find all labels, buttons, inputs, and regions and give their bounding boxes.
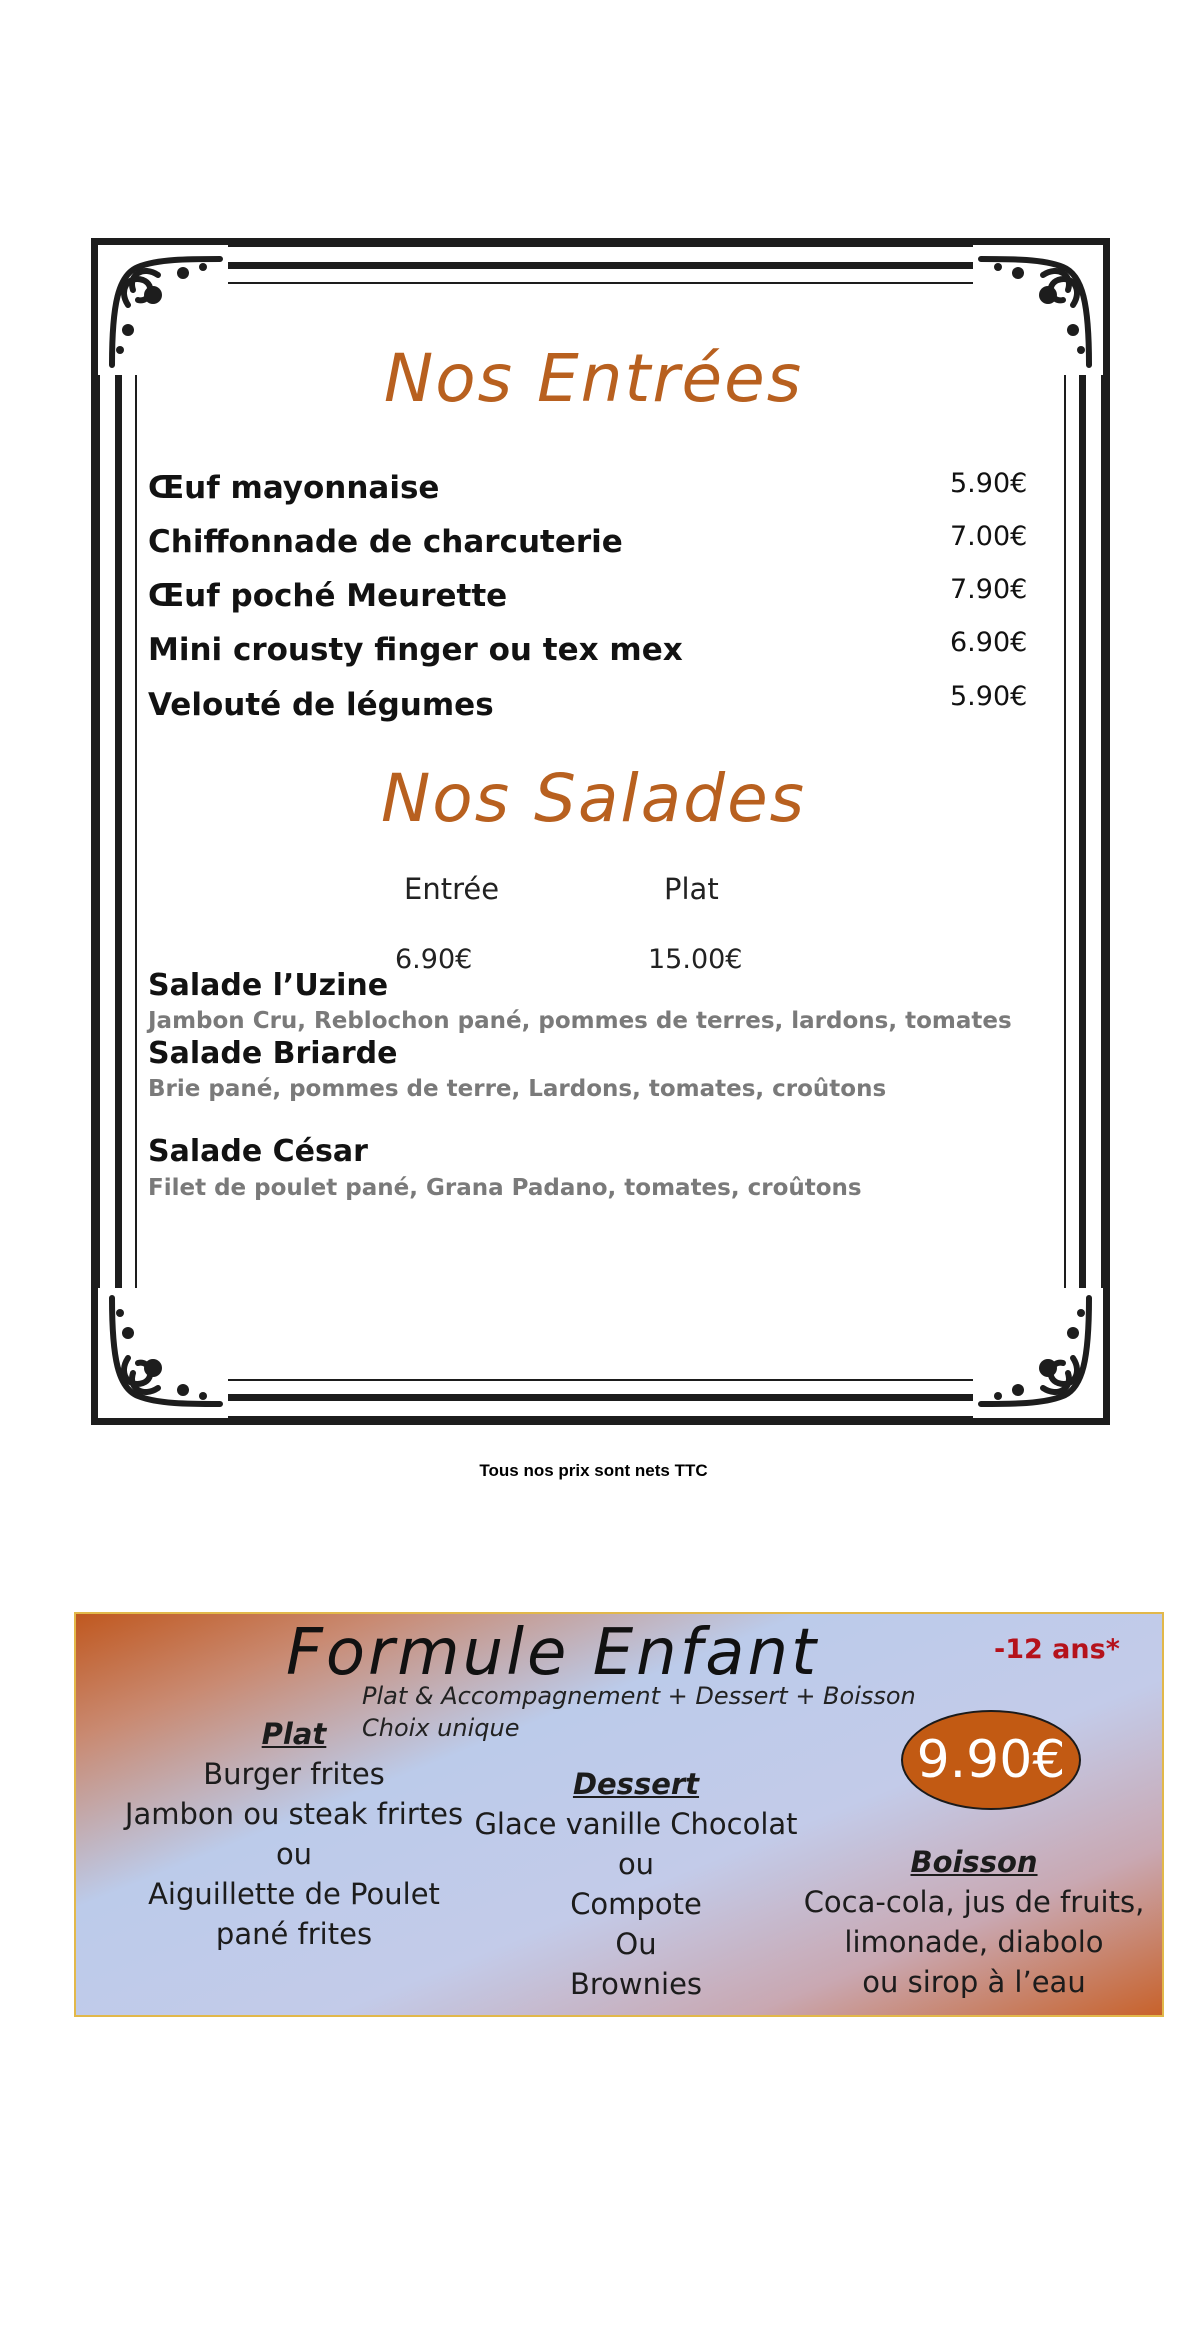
entree-name: Œuf poché Meurette bbox=[148, 578, 508, 614]
dessert-option: ou bbox=[617, 1847, 655, 1881]
price-note: Tous nos prix sont nets TTC bbox=[479, 1461, 708, 1480]
age-limit-label: -12 ans* bbox=[994, 1634, 1120, 1665]
column-header-plat: Plat bbox=[664, 872, 719, 906]
entree-name: Chiffonnade de charcuterie bbox=[148, 524, 623, 560]
entree-price: 6.90€ bbox=[950, 627, 1028, 658]
salad-description: Brie pané, pommes de terre, Lardons, tomates, croûtons bbox=[148, 1076, 887, 1102]
formula-choice-note: Choix unique bbox=[362, 1714, 520, 1742]
entree-name: Mini crousty finger ou tex mex bbox=[148, 632, 683, 668]
plat-option: Burger frites bbox=[203, 1757, 385, 1791]
plat-option: pané frites bbox=[215, 1917, 373, 1951]
ornament-corner-icon bbox=[98, 1288, 228, 1418]
boisson-option: Coca-cola, jus de fruits, bbox=[803, 1885, 1145, 1919]
salad-price-plat: 15.00€ bbox=[648, 944, 743, 975]
section-title-entrees: Nos Entrées bbox=[383, 340, 804, 417]
dessert-option: Brownies bbox=[569, 1967, 703, 2001]
salad-price-entree: 6.90€ bbox=[395, 944, 473, 975]
formula-price-badge: 9.90€ bbox=[901, 1710, 1081, 1810]
plat-column bbox=[94, 1714, 494, 1954]
entree-price: 7.90€ bbox=[950, 574, 1028, 605]
entree-price: 5.90€ bbox=[950, 681, 1028, 712]
entree-price: 5.90€ bbox=[950, 468, 1028, 499]
dessert-heading: Dessert bbox=[572, 1767, 700, 1801]
boisson-option: ou sirop à l’eau bbox=[862, 1965, 1086, 1999]
entree-price: 7.00€ bbox=[950, 521, 1028, 552]
column-header-entree: Entrée bbox=[404, 872, 500, 906]
formula-composition: Plat & Accompagnement + Dessert + Boisson bbox=[362, 1682, 916, 1710]
boisson-option: limonade, diabolo bbox=[844, 1925, 1104, 1959]
dessert-option: Ou bbox=[615, 1927, 657, 1961]
plat-option: Jambon ou steak frirtes bbox=[124, 1797, 464, 1831]
salad-name: Salade l’Uzine bbox=[148, 968, 389, 1003]
plat-option: Aiguillette de Poulet bbox=[148, 1877, 440, 1911]
dessert-option: Compote bbox=[570, 1887, 702, 1921]
dessert-option: Glace vanille Chocolat bbox=[474, 1807, 798, 1841]
ornament-corner-icon bbox=[973, 1288, 1103, 1418]
boisson-heading: Boisson bbox=[910, 1845, 1038, 1879]
salad-name: Salade César bbox=[148, 1134, 368, 1169]
plat-option: ou bbox=[275, 1837, 313, 1871]
kids-formula-panel bbox=[74, 1612, 1164, 2017]
plat-heading: Plat bbox=[261, 1717, 327, 1751]
salad-name: Salade Briarde bbox=[148, 1036, 398, 1071]
section-title-salades: Nos Salades bbox=[380, 760, 807, 837]
entree-name: Œuf mayonnaise bbox=[148, 470, 440, 506]
dessert-column bbox=[446, 1764, 826, 2004]
boisson-column bbox=[788, 1842, 1160, 2002]
entree-name: Velouté de légumes bbox=[148, 687, 494, 723]
salad-description: Filet de poulet pané, Grana Padano, tomates, croûtons bbox=[148, 1175, 862, 1201]
kids-formula-title: Formule Enfant bbox=[286, 1616, 820, 1690]
salad-description: Jambon Cru, Reblochon pané, pommes de terres, lardons, tomates bbox=[148, 1008, 1012, 1034]
